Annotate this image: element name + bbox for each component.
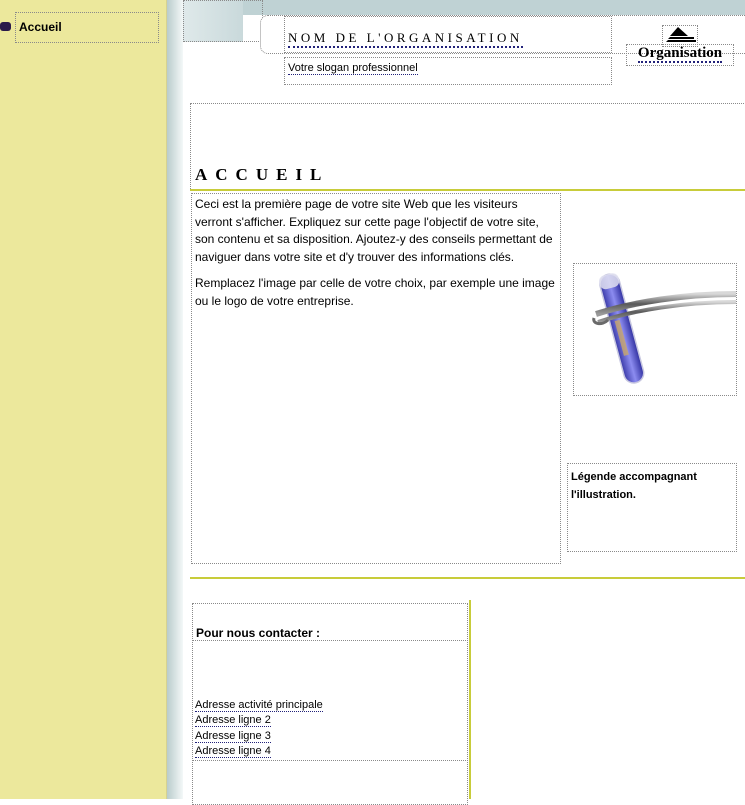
address-line-1-text[interactable]: Adresse activité principale: [195, 699, 323, 711]
body-paragraph-2: Remplacez l'image par celle de votre choix, par exemple une image ou le logo de votre entreprise.: [195, 276, 555, 308]
logo-text-box[interactable]: [626, 44, 734, 66]
address-line-4[interactable]: [195, 745, 271, 757]
address-line-3[interactable]: [195, 730, 271, 742]
sidebar-gutter: [167, 0, 183, 799]
slogan[interactable]: Votre slogan professionnel: [288, 62, 418, 74]
address-line-1[interactable]: [195, 699, 323, 711]
org-name[interactable]: NOM DE L'ORGANISATION: [288, 30, 523, 48]
logo-icon: [664, 26, 696, 45]
contact-title[interactable]: Pour nous contacter :: [196, 626, 321, 640]
contact-column-rule: [469, 600, 471, 799]
header-band: [183, 0, 745, 15]
bullet-icon: [0, 22, 11, 31]
logo-text[interactable]: Organisation: [637, 45, 723, 61]
address-line-4-text[interactable]: Adresse ligne 4: [195, 745, 271, 757]
test-tube-icon: [574, 264, 736, 395]
page-title: ACCUEIL: [195, 165, 330, 184]
divider-bottom: [190, 577, 745, 579]
address-line-2-text[interactable]: Adresse ligne 2: [195, 714, 271, 726]
body-text: [195, 196, 557, 319]
address-line-3-text[interactable]: Adresse ligne 3: [195, 730, 271, 742]
header-corner-box: [183, 0, 263, 42]
address-line-2[interactable]: [195, 714, 271, 726]
image-caption[interactable]: Légende accompagnant l'illustration.: [571, 471, 697, 501]
sidebar-item-label[interactable]: Accueil: [19, 20, 62, 34]
sidebar: [0, 0, 167, 799]
body-paragraph-1: Ceci est la première page de votre site Web que les visiteurs verront s'afficher. Expliquez sur cette page l'objectif de votre site, son contenu et sa disposition. Ajoutez-y des conseils permettant de naviguer dans votre site et d'y trouver des informations clés.: [195, 197, 553, 264]
image-box[interactable]: [573, 263, 737, 396]
address-bottom-box: [192, 760, 468, 805]
divider-top: [190, 189, 745, 191]
